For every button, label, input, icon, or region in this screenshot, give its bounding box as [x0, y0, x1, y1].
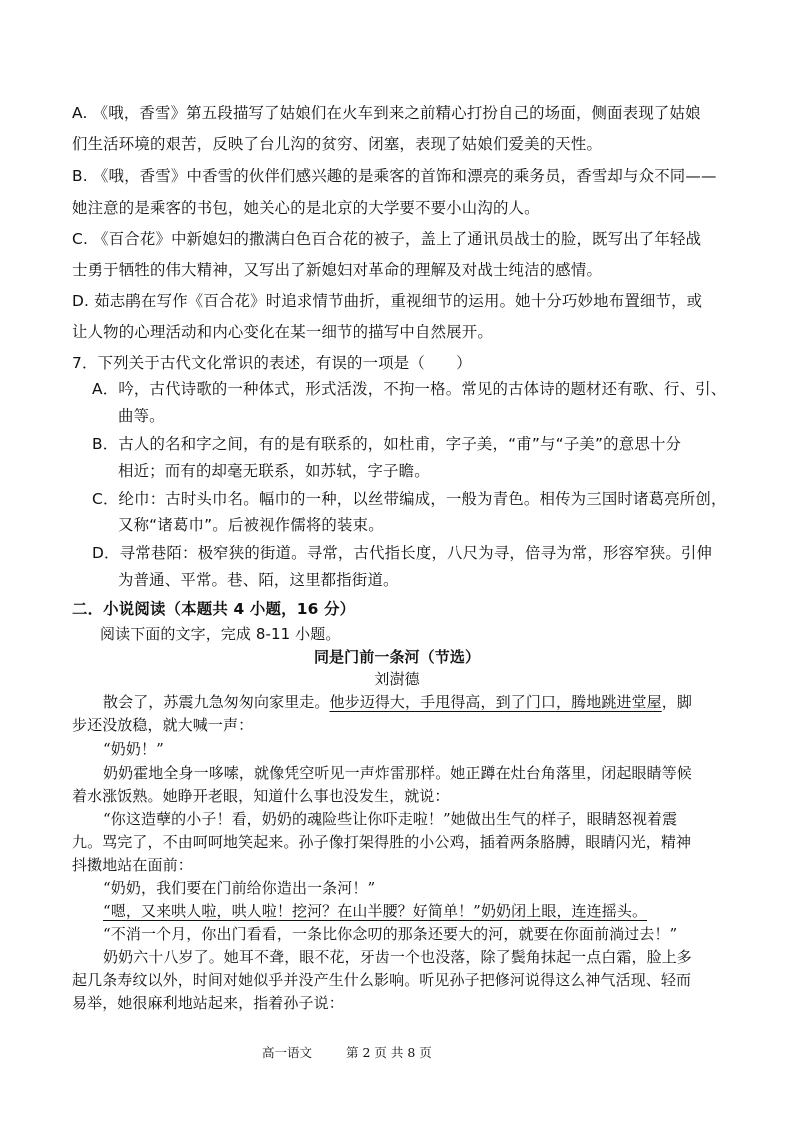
story-paragraph-1-line2: 步还没放稳，就大喊一声： [72, 716, 254, 734]
q6-option-a-line1: A. 《哦，香雪》第五段描写了姑娘们在火车到来之前精心打扮自己的场面，侧面表现了姑娘 [72, 104, 701, 122]
q6-option-b-line1: B. 《哦，香雪》中香雪的伙伴们感兴趣的是乘客的首饰和漂亮的乘务员，香雪却与众不同—— [72, 167, 717, 185]
story-paragraph-4-line2: 九。骂完了，不由呵呵地笑起来。孙子像打架得胜的小公鸡，插着两条胳膊，眼睛闪光，精神 [72, 833, 692, 851]
story-author: 刘澍德 [374, 670, 420, 688]
story-paragraph-8-line2: 起几条寿纹以外，时间对她似乎并没产生什么影响。听见孙子把修河说得这么神气活现、轻而 [72, 971, 692, 989]
story-paragraph-5: “奶奶，我们要在门前给你造出一条河！” [103, 879, 376, 897]
story-paragraph-6 [103, 900, 647, 921]
q6-option-c-line2: 士勇于牺牲的伟大精神，又写出了新媳妇对革命的理解及对战士纯洁的感情。 [72, 261, 603, 279]
q7-option-b-line1: B．古人的名和字之间，有的是有联系的，如杜甫，字子美，“甫”与“子美”的意思十分 [92, 435, 682, 453]
q7-option-c-line1: C．纶巾：古时头巾名。幅巾的一种，以丝带编成，一般为青色。相传为三国时诸葛亮所创， [92, 490, 727, 508]
q7-option-a-line1: A．吟，古代诗歌的一种体式，形式活泼，不拘一格。常见的古体诗的题材还有歌、行、引、 [92, 380, 727, 398]
footer-page-number: 第 2 页 共 8 页 [346, 1045, 432, 1060]
underlined-sentence: “嗯，又来哄人啦，哄人啦！挖河？在山半腰？好简单！”奶奶闭上眼，连连摇头。 [103, 902, 648, 920]
story-paragraph-8-line1: 奶奶六十八岁了。她耳不聋，眼不花，牙齿一个也没落，除了鬓角抹起一点白霜，脸上多 [103, 948, 692, 966]
q7-stem: 7．下列关于古代文化常识的表述，有误的一项是（ ） [72, 354, 472, 372]
q6-option-a-line2: 们生活环境的艰苦，反映了台儿沟的贫穷、闭塞，表现了姑娘们爱美的天性。 [72, 135, 603, 153]
footer-subject: 高一语文 [262, 1045, 313, 1060]
q7-option-c-line2: 又称“诸葛巾”。后被视作儒将的装束。 [118, 516, 384, 534]
story-paragraph-2: “奶奶！” [103, 740, 164, 758]
story-paragraph-4-line1: “你这造孽的小子！看，奶奶的魂险些让你吓走啦！”她做出生气的样子，眼睛怒视着震 [103, 810, 678, 828]
story-paragraph-3-line1: 奶奶霍地全身一哆嗦，就像凭空听见一声炸雷那样。她正蹲在灶台角落里，闭起眼睛等候 [103, 764, 692, 782]
q6-option-d-line1: D. 茹志鹃在写作《百合花》时追求情节曲折，重视细节的运用。她十分巧妙地布置细节，或 [72, 292, 703, 310]
section-heading: 二．小说阅读（本题共 4 小题，16 分） [72, 600, 356, 618]
q6-option-b-line2: 她注意的是乘客的书包，她关心的是北京的大学要不要小山沟的人。 [72, 199, 540, 217]
story-text: 散会了，苏震九急匆匆向家里走。 [103, 693, 330, 711]
underlined-sentence: 他步迈得大，手甩得高，到了门口，腾地跳进堂屋 [329, 693, 662, 711]
q6-option-c-line1: C. 《百合花》中新媳妇的撒满白色百合花的被子，盖上了通讯员战士的脸，既写出了年轻战 [72, 230, 702, 248]
story-paragraph-4-line3: 抖擞地站在面前： [72, 856, 193, 874]
story-paragraph-8-line3: 易举，她很麻利地站起来，指着孙子说： [72, 994, 344, 1012]
story-title: 同是门前一条河（节选） [313, 648, 481, 666]
q7-option-b-line2: 相近；而有的却毫无联系，如苏轼，字子瞻。 [118, 462, 430, 480]
q7-option-d-line1: D．寻常巷陌：极窄狭的街道。寻常，古代指长度，八尺为寻，倍寻为常，形容窄狭。引伸 [92, 544, 713, 562]
section-instruction: 阅读下面的文字，完成 8-11 小题。 [100, 625, 341, 643]
story-paragraph-7: “不消一个月，你出门看看，一条比你念叨的那条还要大的河，就要在你面前淌过去！” [103, 925, 678, 943]
q6-option-d-line2: 让人物的心理活动和内心变化在某一细节的描写中自然展开。 [72, 323, 493, 341]
q7-option-d-line2: 为普通、平常。巷、陌，这里都指街道。 [118, 571, 399, 589]
story-text: ，脚 [661, 693, 692, 711]
q7-option-a-line2: 曲等。 [118, 407, 165, 425]
story-paragraph-3-line2: 着水涨饭熟。她睁开老眼，知道什么事也没发生，就说： [72, 787, 450, 805]
story-paragraph-1-line1 [103, 691, 692, 712]
